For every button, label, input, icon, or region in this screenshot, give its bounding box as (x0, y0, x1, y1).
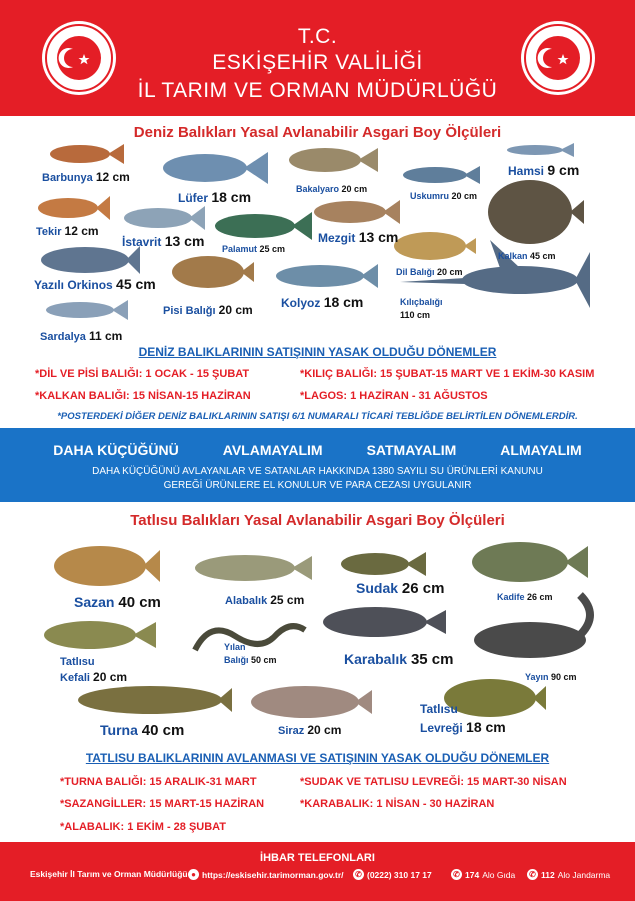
fish-label-lufer: Lüfer 18 cm (178, 189, 252, 205)
fish-label-tatlisu-levregi: Tatlısu Levreği 18 cm (420, 702, 506, 735)
footer-org: Eskişehir İl Tarım ve Orman Müdürlüğü (30, 869, 188, 879)
footer-174-number[interactable]: 174 (465, 869, 480, 880)
fish-label-kolyoz: Kolyoz 18 cm (281, 294, 364, 310)
sea-note: *POSTERDEKİ DİĞER DENİZ BALIKLARININ SATIŞI 6/1 NUMARALI TİCARİ TEBLİĞDE BELİRTİLEN DÖNEMLERDİR. (57, 411, 578, 422)
fish-label-yayin: Yayın 90 cm (525, 672, 577, 682)
footer-phone-number[interactable]: (0222) 310 17 17 (367, 869, 432, 880)
kadife-fish (472, 542, 588, 582)
freshwater-fish-illustrations (0, 530, 635, 730)
fish-label-kadife: Kadife 26 cm (497, 592, 553, 602)
header-banner (0, 0, 635, 116)
fish-label-pisi-baligi: Pisi Balığı 20 cm (163, 303, 253, 317)
fish-label-tekir: Tekir 12 cm (36, 224, 99, 238)
tekir-fish (38, 196, 110, 220)
istavrit-fish (124, 206, 205, 230)
kolyoz-fish (276, 264, 378, 288)
header-line-directorate: İL TARIM VE ORMAN MÜDÜRLÜĞÜ (137, 79, 498, 102)
alabalik-fish (195, 555, 312, 581)
slogan-1: DAHA KÜÇÜĞÜNÜ (53, 442, 179, 458)
sea-rule-kalkan: *KALKAN BALIĞI: 15 NİSAN-15 HAZİRAN (35, 390, 251, 402)
fish-label-sardalya: Sardalya 11 cm (40, 329, 123, 343)
fish-label-dil-baligi: Dil Balığı 20 cm (396, 267, 463, 277)
uskumru-fish (403, 166, 480, 184)
lufer-fish (163, 152, 268, 184)
sea-rule-dil-pisi: *DİL VE PİSİ BALIĞI: 1 OCAK - 15 ŞUBAT (35, 368, 250, 380)
law-text-1: DAHA KÜÇÜĞÜNÜ AVLAYANLAR VE SATANLAR HAKKINDA 1380 SAYILI SU ÜRÜNLERİ KANUNU (92, 466, 543, 477)
fish-label-tatlisu-kefali: Tatlısu Kefali 20 cm (60, 656, 128, 684)
fish-label-alabalik: Alabalık 25 cm (225, 593, 305, 607)
phone-icon: ✆ (451, 869, 462, 880)
footer-174[interactable] (451, 869, 515, 880)
dil-baligi-fish (394, 232, 476, 260)
fresh-rule-sudak: *SUDAK VE TATLISU LEVREĞİ: 15 MART-30 NİSAN (300, 776, 567, 788)
law-text-2: GEREĞİ ÜRÜNLERE EL KONULUR VE PARA CEZASI UYGULANIR (163, 480, 472, 491)
fresh-rule-alabalik: *ALABALIK: 1 EKİM - 28 ŞUBAT (60, 821, 227, 833)
fish-label-sudak: Sudak 26 cm (356, 580, 445, 597)
fish-label-yilan-baligi: Yılan Balığı 50 cm (224, 642, 277, 665)
fresh-rule-karabalik: *KARABALIK: 1 NİSAN - 30 HAZİRAN (300, 798, 495, 810)
sazan-fish (54, 546, 160, 586)
turna-fish (78, 686, 232, 714)
kalkan-fish (488, 180, 584, 244)
fresh-rule-turna: *TURNA BALIĞI: 15 ARALIK-31 MART (60, 776, 257, 788)
tatlisu-kefali-fish (44, 621, 156, 649)
sea-period-title: DENİZ BALIKLARININ SATIŞININ YASAK OLDUĞU DÖNEMLER (138, 345, 497, 359)
fish-label-siraz: Siraz 20 cm (278, 723, 342, 737)
siraz-fish (251, 686, 372, 718)
phone-icon: ✆ (353, 869, 364, 880)
phone-icon: ✆ (527, 869, 538, 880)
slogan-4: ALMAYALIM (500, 442, 582, 458)
fish-label-yazili-orkinos: Yazılı Orkinos 45 cm (34, 276, 156, 292)
footer-112-label: Alo Jandarma (557, 869, 611, 880)
sea-rule-kilic: *KILIÇ BALIĞI: 15 ŞUBAT-15 MART VE 1 EKİM-30 KASIM (300, 368, 595, 380)
footer-website[interactable] (188, 869, 344, 880)
fish-label-barbunya: Barbunya 12 cm (42, 170, 130, 184)
footer-url[interactable]: https://eskisehir.tarimorman.gov.tr/ (202, 869, 344, 880)
karabalik-fish (323, 607, 446, 637)
footer-hotlines (0, 842, 635, 901)
sea-rule-lagos: *LAGOS: 1 HAZİRAN - 31 AĞUSTOS (300, 390, 488, 402)
fish-label-istavrit: İstavrit 13 cm (122, 233, 205, 249)
sardalya-fish (46, 300, 128, 320)
pisi-baligi-fish (172, 256, 254, 288)
mezgit-fish (314, 200, 400, 224)
warning-band (0, 428, 635, 502)
palamut-fish (215, 212, 312, 240)
fish-label-palamut: Palamut 25 cm (222, 244, 286, 254)
fish-label-bakalyaro: Bakalyaro 20 cm (296, 184, 368, 194)
freshwater-period-title: TATLISU BALIKLARININ AVLANMASI VE SATIŞININ YASAK OLDUĞU DÖNEMLER (85, 751, 550, 765)
fresh-rule-sazangiller: *SAZANGİLLER: 15 MART-15 HAZİRAN (60, 798, 265, 810)
fish-label-karabalik: Karabalık 35 cm (344, 651, 454, 668)
sudak-fish (341, 552, 426, 576)
sea-fish-title: Deniz Balıkları Yasal Avlanabilir Asgari Boy Ölçüleri (133, 124, 502, 141)
fish-label-kalkan: Kalkan 45 cm (498, 251, 556, 261)
footer-title: İHBAR TELEFONLARI (260, 852, 375, 864)
slogan-3: SATMAYALIM (366, 442, 457, 458)
header-line-governorship: ESKİŞEHİR VALİLİĞİ (212, 51, 423, 74)
footer-phone[interactable] (353, 869, 432, 880)
slogan-row (0, 442, 635, 458)
fish-label-sazan: Sazan 40 cm (74, 594, 161, 611)
fish-label-kilicbaligi: Kılıçbalığı 110 cm (400, 297, 443, 320)
fish-label-turna: Turna 40 cm (100, 722, 185, 739)
freshwater-fish-title: Tatlısu Balıkları Yasal Avlanabilir Asgari Boy Ölçüleri (130, 512, 505, 529)
footer-112-number[interactable]: 112 (541, 869, 555, 880)
footer-174-label: Alo Gıda (482, 869, 516, 880)
fish-label-mezgit: Mezgit 13 cm (318, 229, 399, 245)
fish-label-hamsi: Hamsi 9 cm (508, 162, 580, 178)
footer-112[interactable] (527, 869, 610, 880)
globe-icon: ● (188, 869, 199, 880)
bakalyaro-fish (289, 148, 378, 172)
slogan-2: AVLAMAYALIM (222, 442, 323, 458)
yayin-fish (474, 595, 590, 658)
barbunya-fish (50, 144, 124, 164)
header-line-tc: T.C. (297, 25, 338, 48)
yazili-orkinos-fish (41, 246, 140, 274)
fish-label-uskumru: Uskumru 20 cm (410, 191, 478, 201)
hamsi-fish (507, 143, 574, 157)
